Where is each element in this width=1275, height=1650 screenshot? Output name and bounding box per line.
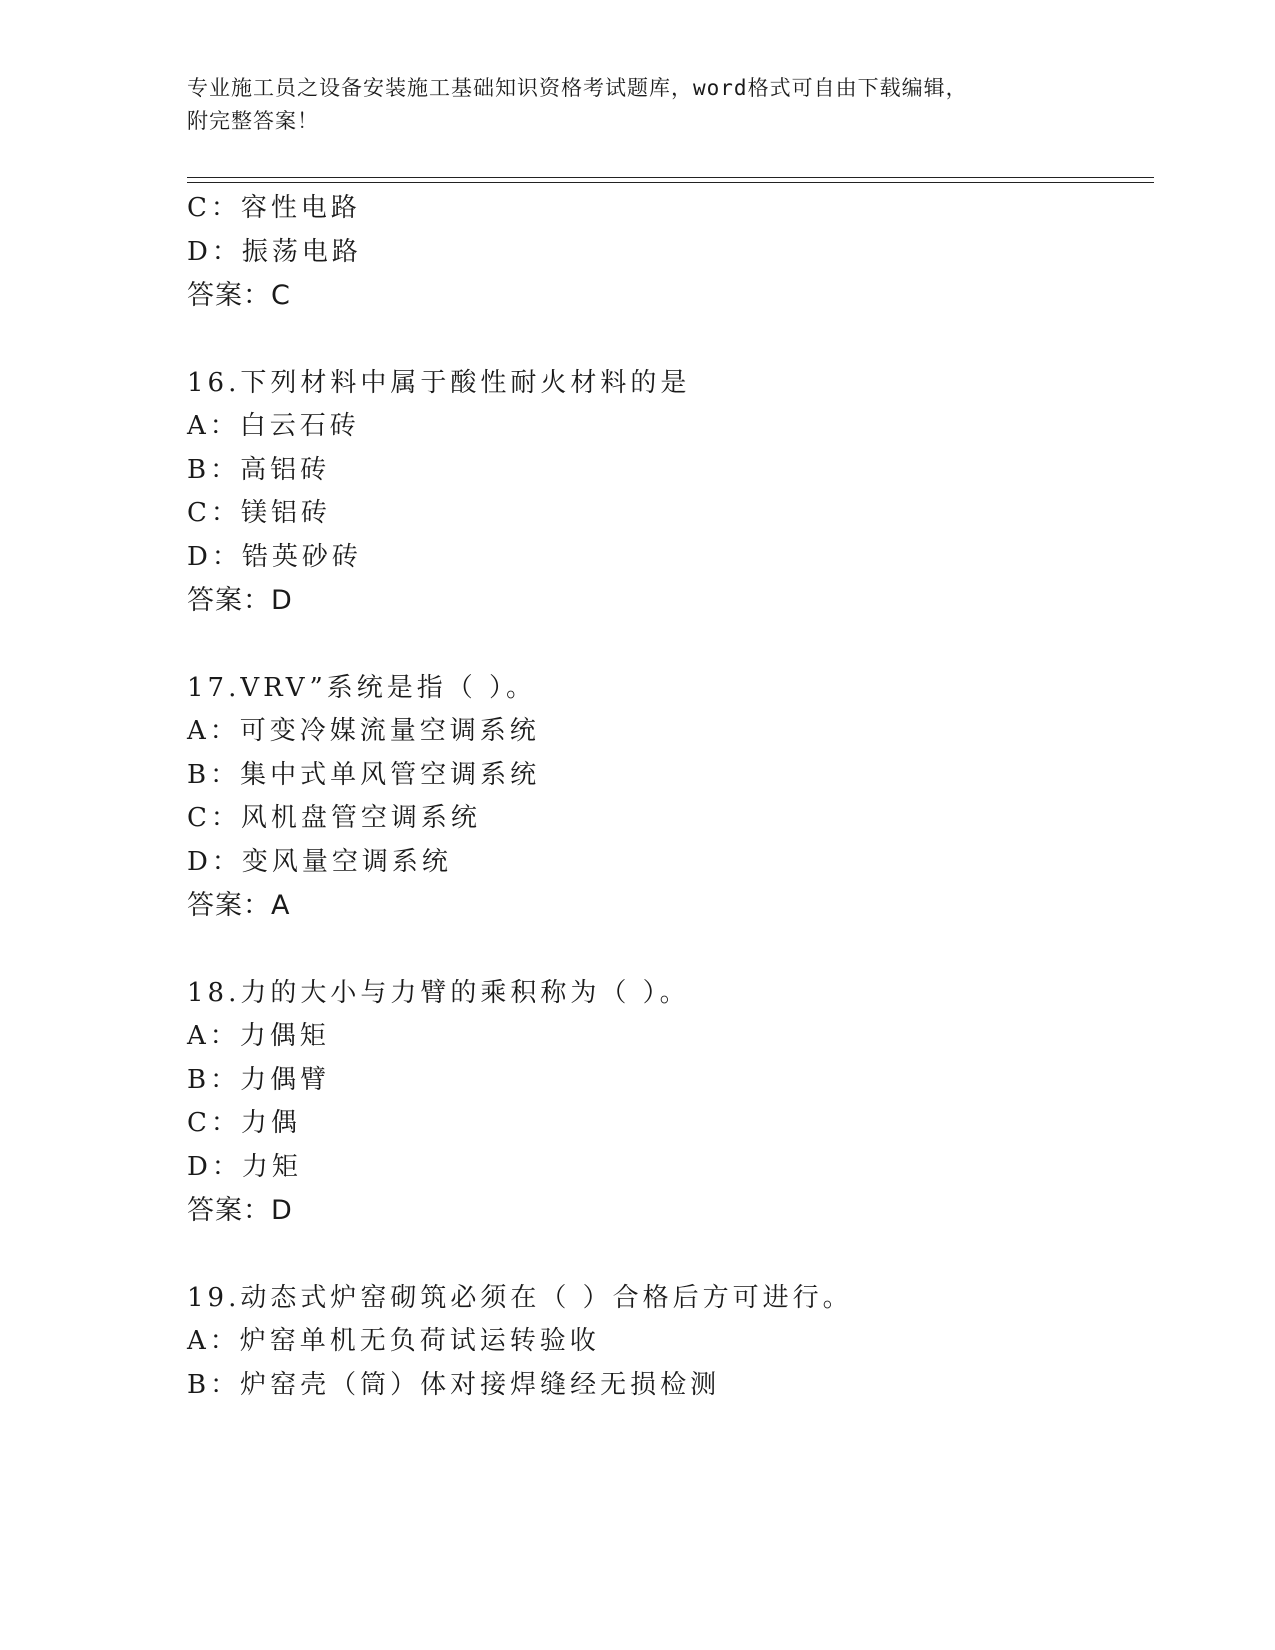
q17-stem: 17.VRV”系统是指（ ）。 [187, 673, 537, 703]
q19-option-a: A：炉窑单机无负荷试运转验收 [187, 1326, 600, 1356]
q15-option-d: D：振荡电路 [187, 237, 362, 267]
document-header [187, 72, 1087, 138]
q16-answer: 答案：D [187, 585, 293, 616]
q15-option-c: C：容性电路 [187, 193, 361, 223]
q18-stem: 18.力的大小与力臂的乘积称为（ ）。 [187, 978, 690, 1008]
q16-option-b: B：高铝砖 [187, 455, 331, 485]
q17-answer: 答案：A [187, 890, 291, 921]
q16-option-a: A：白云石砖 [187, 411, 360, 441]
q18-option-d: D：力矩 [187, 1152, 302, 1182]
q18-option-a: A：力偶矩 [187, 1021, 330, 1051]
q17-option-b: B：集中式单风管空调系统 [187, 760, 541, 790]
q18-option-b: B：力偶臂 [187, 1065, 331, 1095]
header-divider-bottom [187, 182, 1154, 183]
q17-option-d: D：变风量空调系统 [187, 847, 452, 877]
q17-option-a: A：可变冷媒流量空调系统 [187, 716, 540, 746]
q16-option-c: C：镁铝砖 [187, 498, 331, 528]
header-divider-top [187, 177, 1154, 178]
header-line-1: 专业施工员之设备安装施工基础知识资格考试题库，word格式可自由下载编辑， [187, 76, 968, 100]
q19-stem: 19.动态式炉窑砌筑必须在（ ）合格后方可进行。 [187, 1283, 853, 1313]
q18-option-c: C：力偶 [187, 1108, 301, 1138]
q18-answer: 答案：D [187, 1195, 293, 1226]
q16-stem: 16.下列材料中属于酸性耐火材料的是 [187, 368, 691, 398]
q17-option-c: C：风机盘管空调系统 [187, 803, 481, 833]
q16-option-d: D：锆英砂砖 [187, 542, 362, 572]
q19-option-b: B：炉窑壳（筒）体对接焊缝经无损检测 [187, 1370, 721, 1400]
q15-answer: 答案：C [187, 280, 291, 311]
header-line-2: 附完整答案！ [187, 109, 319, 133]
